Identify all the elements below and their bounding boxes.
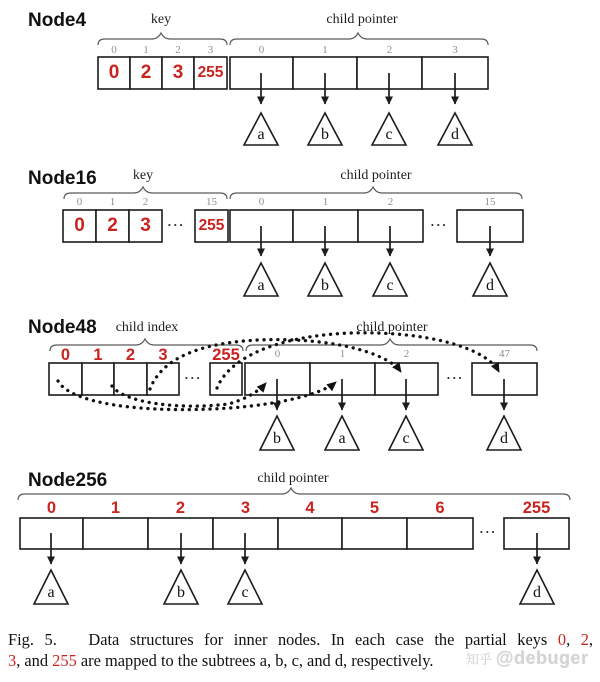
node48-child-index-cell-2 — [114, 363, 147, 395]
caption-line-1 — [8, 629, 593, 650]
node16-child-pointer-label: child pointer — [340, 168, 412, 183]
node48-child-index-cell-3 — [147, 363, 179, 395]
watermark-brand: 知乎 — [466, 652, 493, 667]
node4-key-index-1: 1 — [143, 44, 149, 56]
caption-key-red: 2 — [580, 630, 589, 649]
node16-child-pointer-index-2: 2 — [387, 196, 394, 208]
node48-child-index-index-2: 2 — [125, 346, 136, 364]
node16-key-index-1: 1 — [109, 196, 116, 208]
node4-child-pointer-index-0: 0 — [258, 44, 265, 56]
node256-child-pointer-index-2: 2 — [175, 499, 186, 517]
node4-key-value-255: 255 — [197, 64, 224, 81]
node4-subtree-a-label: a — [257, 126, 265, 143]
node16-key-index-2: 2 — [142, 196, 149, 208]
node4-key-index-2: 2 — [175, 44, 181, 56]
node48-child-index-cell-255 — [210, 363, 242, 395]
node256-child-pointer-cell-4 — [278, 518, 342, 549]
caption-key-red: 0 — [557, 630, 567, 649]
node4-key-value-3: 3 — [172, 62, 184, 83]
node16-subtree-d-label: d — [486, 277, 494, 294]
node48-subtree-c-label: c — [402, 430, 410, 447]
caption-text: , — [588, 630, 594, 649]
node16-subtree-a-label: a — [257, 277, 265, 294]
caption-text: , and — [16, 651, 53, 670]
node48-child-index-cell-1 — [82, 363, 114, 395]
node16-child-pointer-index-1: 1 — [322, 196, 329, 208]
node16-key-value-2: 2 — [107, 215, 118, 236]
node48-subtree-b-label: b — [273, 430, 281, 447]
node256-subtree-b-label: b — [177, 584, 185, 601]
caption-key-red: 255 — [52, 651, 77, 670]
node48-child-pointer-ellipsis: ··· — [446, 370, 464, 385]
node48-child-pointer-label: child pointer — [356, 320, 428, 335]
node16-key-value-0: 0 — [74, 215, 85, 236]
node48-child-pointer-index-0: 0 — [274, 348, 281, 360]
node48-child-pointer-index-47: 47 — [499, 348, 510, 360]
node4-subtree-b-label: b — [321, 126, 329, 143]
watermark-handle: @debuger — [496, 648, 589, 668]
node256-child-pointer-index-4: 4 — [305, 499, 315, 517]
node16-key-label: key — [132, 168, 154, 183]
node256-subtree-a-label: a — [47, 584, 55, 601]
caption-text: , — [566, 630, 581, 649]
node4-key-index-3: 3 — [207, 44, 214, 56]
node4-child-pointer-label: child pointer — [326, 12, 398, 27]
node48-child-index-index-0: 0 — [60, 346, 71, 364]
node48-child-index-cell-0 — [49, 363, 82, 395]
node48-name-label: Node48 — [28, 317, 97, 338]
node48-child-pointer-index-2: 2 — [403, 348, 410, 360]
node16-key-index-0: 0 — [76, 196, 83, 208]
node4-key-value-0: 0 — [108, 62, 120, 83]
node16-name-label: Node16 — [28, 168, 97, 189]
node256-child-pointer-ellipsis: ··· — [479, 524, 497, 539]
node48-child-index-label: child index — [115, 320, 179, 335]
node256-child-pointer-index-5: 5 — [369, 499, 380, 517]
node16-child-pointer-ellipsis: ··· — [430, 217, 448, 232]
node4-key-label: key — [150, 12, 172, 27]
node16-key-value-3: 3 — [140, 215, 151, 236]
node256-child-pointer-cell-1 — [83, 518, 148, 549]
node16-key-index-15: 15 — [206, 196, 217, 208]
node16-child-pointer-index-15: 15 — [484, 196, 496, 208]
node16-child-pointer-index-0: 0 — [258, 196, 265, 208]
node48-child-index-ellipsis: ··· — [184, 370, 202, 385]
node256-child-pointer-cell-5 — [342, 518, 407, 549]
caption-text: are mapped to the subtrees a, b, c, and d, respectively. — [76, 651, 434, 670]
node48-child-index-index-255: 255 — [212, 346, 240, 364]
node16-subtree-c-label: c — [386, 277, 394, 294]
node48-child-pointer-index-1: 1 — [339, 348, 346, 360]
node256-subtree-d-label: d — [533, 584, 541, 601]
node4-key-index-0: 0 — [111, 44, 117, 56]
caption-key-red: 3 — [8, 651, 17, 670]
watermark — [466, 648, 589, 669]
node48-subtree-a-label: a — [338, 430, 346, 447]
node256-child-pointer-index-6: 6 — [435, 499, 445, 517]
node4-key-value-2: 2 — [140, 62, 152, 83]
node48-child-index-index-1: 1 — [93, 346, 103, 364]
node256-subtree-c-label: c — [241, 584, 249, 601]
node256-child-pointer-label: child pointer — [257, 471, 329, 486]
node48-subtree-d-label: d — [500, 430, 508, 447]
node256-child-pointer-index-255: 255 — [522, 499, 551, 517]
node4-name-label: Node4 — [28, 10, 87, 31]
node4-subtree-d-label: d — [451, 126, 459, 143]
node4-subtree-c-label: c — [385, 126, 393, 143]
node16-subtree-b-label: b — [321, 277, 329, 294]
node16-key-value-255: 255 — [198, 217, 225, 234]
node256-child-pointer-index-0: 0 — [46, 499, 57, 517]
node16-child-pointer-brace — [230, 187, 522, 199]
node4-child-pointer-index-3: 3 — [452, 44, 458, 56]
node4-child-pointer-index-1: 1 — [322, 44, 328, 56]
caption-text: Fig. 5. — [8, 630, 57, 649]
node16-key-ellipsis: ··· — [167, 217, 185, 232]
node256-name-label: Node256 — [28, 470, 108, 491]
node4-child-pointer-brace — [230, 33, 488, 45]
node256-child-pointer-index-3: 3 — [240, 499, 251, 517]
node256-child-pointer-cell-6 — [407, 518, 473, 549]
node4-child-pointer-index-2: 2 — [386, 44, 393, 56]
node48-child-index-index-3: 3 — [158, 346, 168, 364]
caption-text: Data structures for inner nodes. In each case the partial keys — [56, 630, 558, 649]
node256-child-pointer-index-1: 1 — [110, 499, 121, 517]
